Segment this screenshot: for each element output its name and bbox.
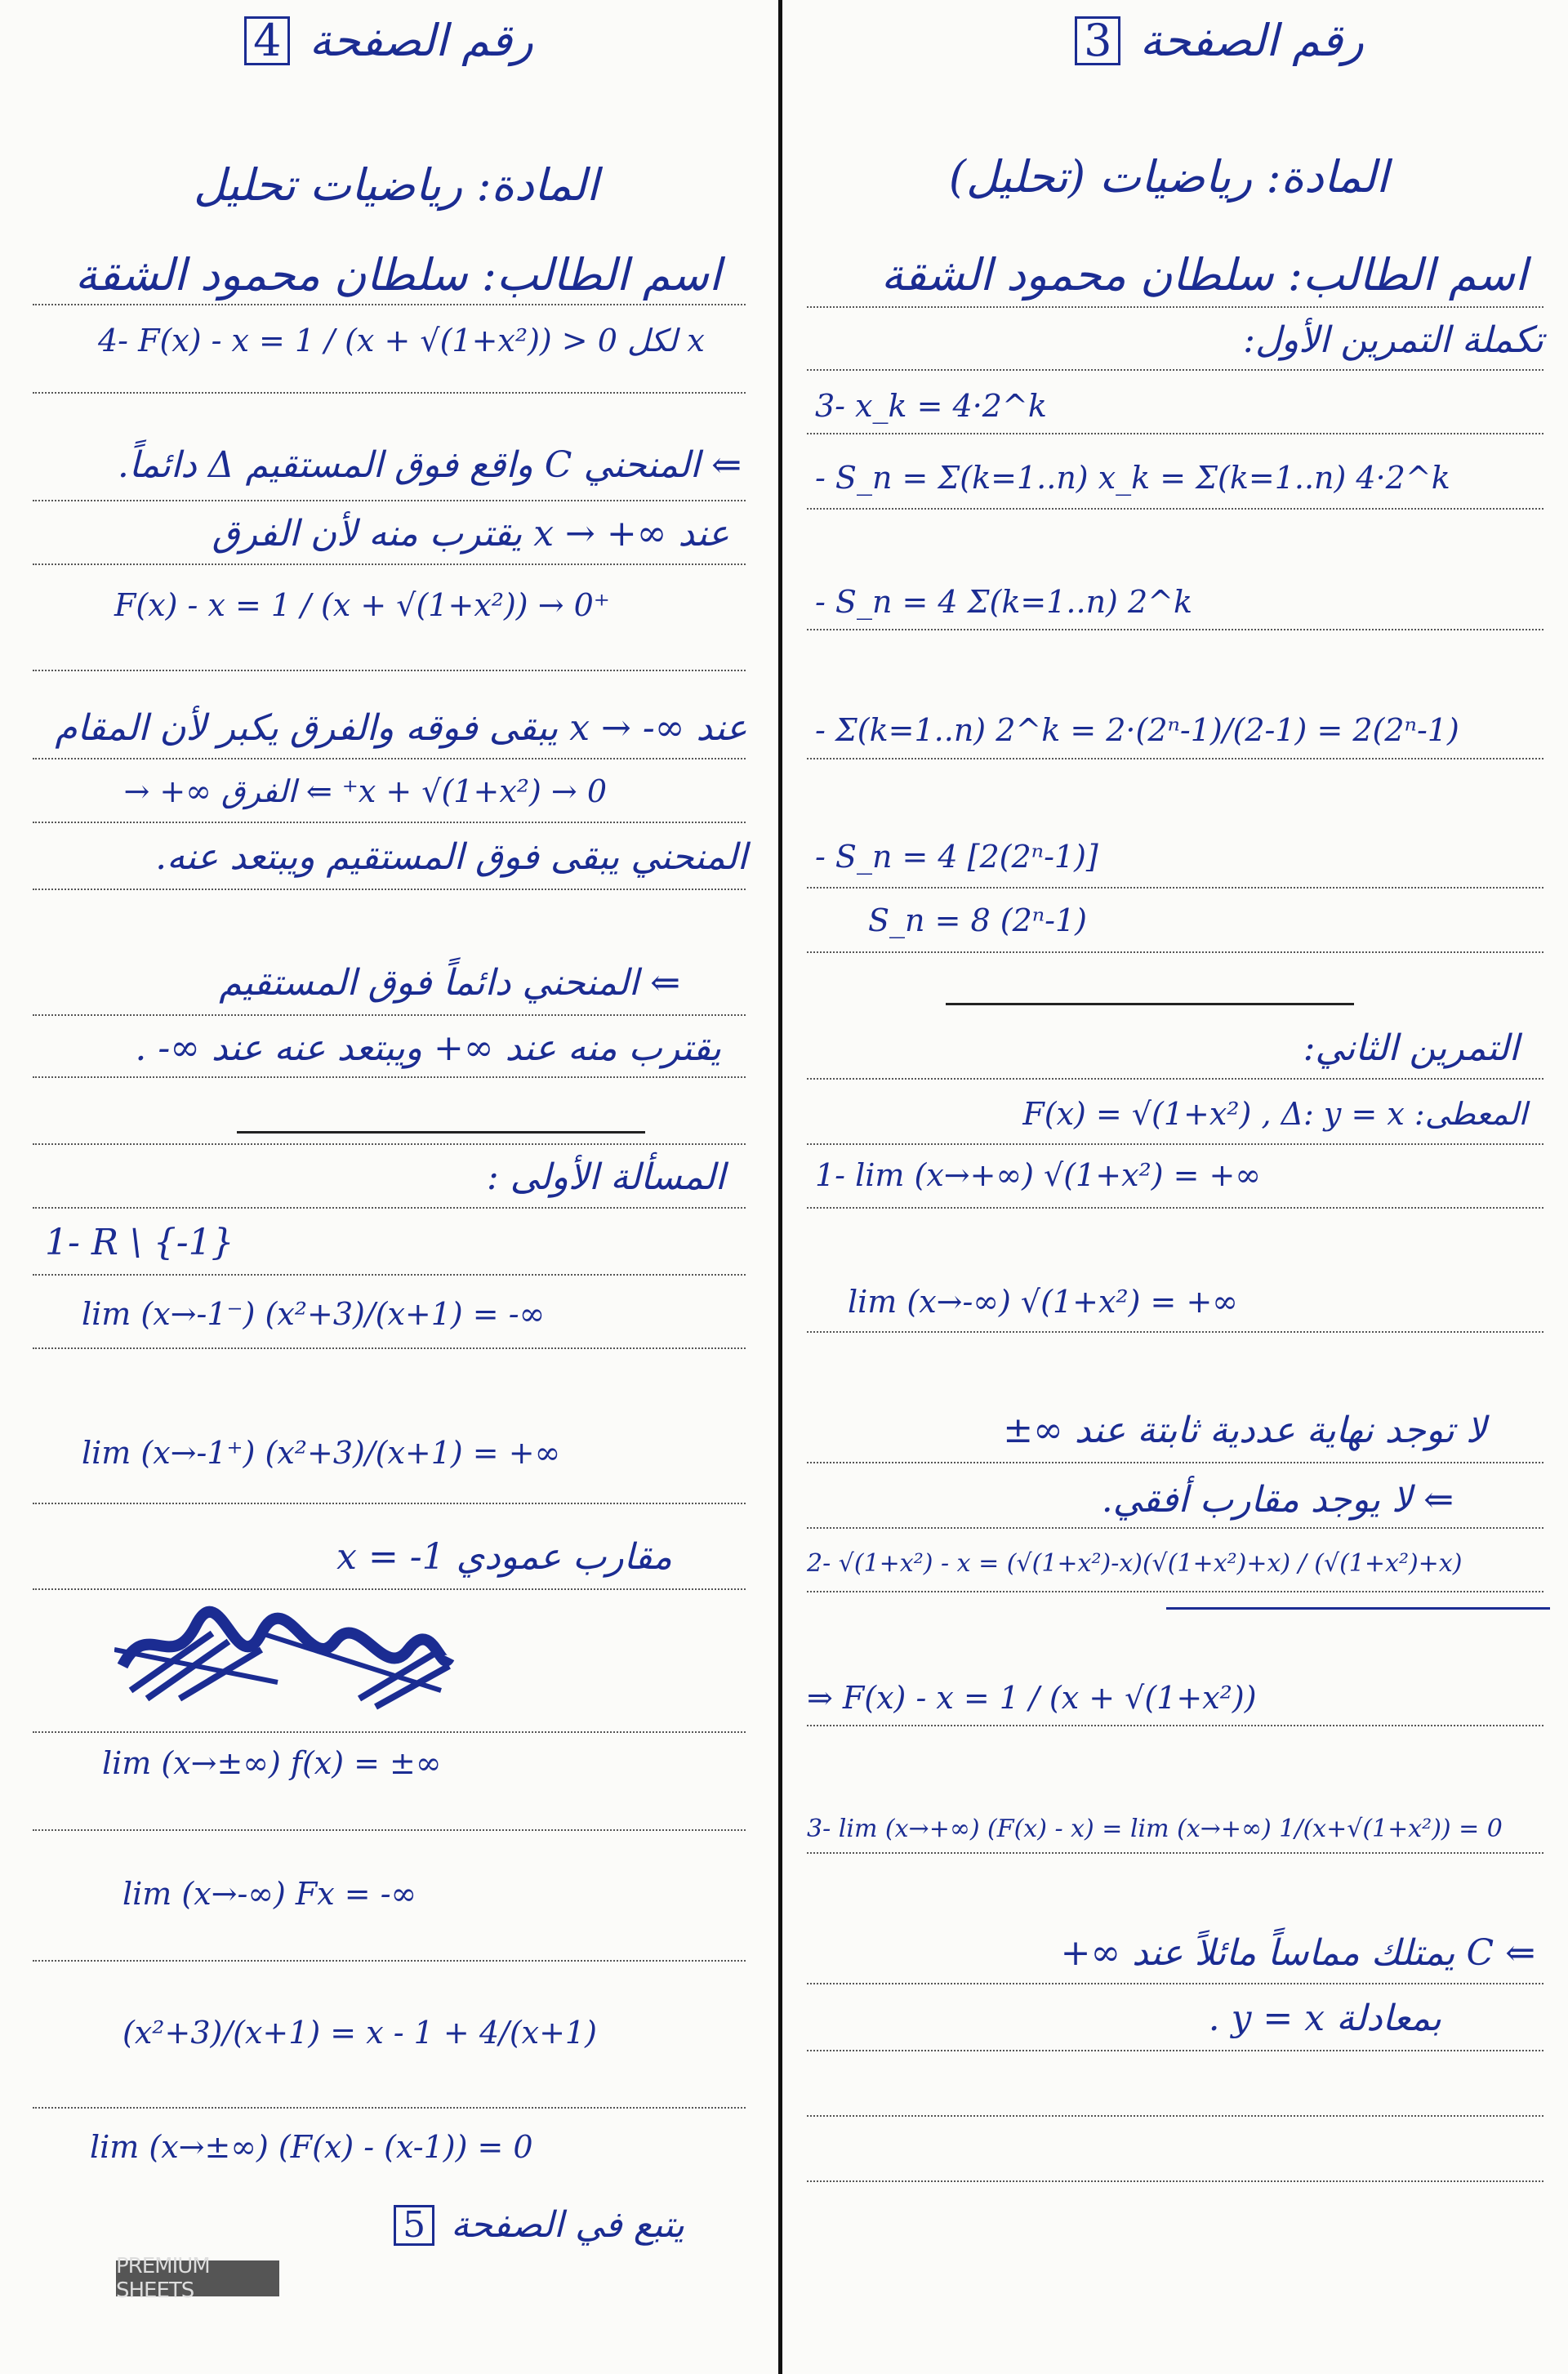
- text-line: المنحني يبقى فوق المستقيم ويبتعد عنه.: [155, 836, 747, 878]
- math-line: (x²+3)/(x+1) = x - 1 + 4/(x+1): [122, 2015, 597, 2051]
- fraction-bar: [1166, 1607, 1550, 1610]
- student-name: اسم الطالب: سلطان محمود الشقة: [74, 249, 721, 301]
- math-line: 4- F(x) - x = 1 / (x + √(1+x²)) > 0 لكل x: [98, 323, 705, 359]
- right-page: [782, 0, 1568, 2374]
- text-line: عند ∞+ → x يقترب منه لأن الفرق: [212, 513, 729, 555]
- section-separator: [237, 1131, 645, 1134]
- math-line: lim (x→±∞) (F(x) - (x-1)) = 0: [90, 2129, 533, 2165]
- subject-line: المادة: رياضيات (تحليل): [948, 151, 1388, 203]
- math-line: 1- lim (x→+∞) √(1+x²) = +∞: [815, 1157, 1262, 1193]
- ruled-line: [807, 508, 1544, 510]
- text-line: عند ∞- → x يبقى فوقه والفرق يكبر لأن المقام: [55, 707, 747, 749]
- section-heading: المسألة الأولى :: [486, 1156, 725, 1198]
- ruled-line: [807, 1207, 1544, 1209]
- ruled-line: [807, 1983, 1544, 1984]
- ruled-line: [807, 2180, 1544, 2182]
- footer-text: يتبع في الصفحة: [451, 2204, 684, 2246]
- math-line: 2- √(1+x²) - x = (√(1+x²)-x)(√(1+x²)+x) / (√(1+x²)+x): [807, 1549, 1463, 1578]
- ruled-line: [807, 1078, 1544, 1080]
- left-page: [0, 0, 778, 2374]
- text-line: بمعادلة y = x .: [1208, 1998, 1441, 2039]
- watermark-badge: PREMIUM SHEETS: [116, 2260, 279, 2296]
- ruled-line: [807, 887, 1544, 889]
- subject-line: المادة: رياضيات تحليل: [194, 159, 599, 211]
- ruled-line: [807, 1725, 1544, 1726]
- math-line: 3- lim (x→+∞) (F(x) - x) = lim (x→+∞) 1/(x+√(1+x²)) = 0: [807, 1815, 1503, 1843]
- ruled-line: [33, 500, 746, 501]
- ruled-line: [33, 1588, 746, 1590]
- ruled-line: [807, 433, 1544, 434]
- text-line: ⇐ المنحني C واقع فوق المستقيم Δ دائماً.: [117, 444, 742, 486]
- ruled-line: [807, 1527, 1544, 1529]
- math-line: S_n = 8 (2ⁿ-1): [868, 902, 1088, 938]
- ruled-line: [33, 1347, 746, 1349]
- ruled-line: [33, 889, 746, 890]
- ruled-line: [33, 670, 746, 671]
- math-line: lim (x→-∞) Fx = -∞: [122, 1876, 417, 1912]
- ruled-line: [807, 369, 1544, 371]
- math-line: - Σ(k=1..n) 2^k = 2·(2ⁿ-1)/(2-1) = 2(2ⁿ-1): [815, 712, 1459, 748]
- ruled-line: [33, 2107, 746, 2109]
- text-line: يقترب منه عند ∞+ ويبتعد عنه عند ∞- .: [135, 1027, 721, 1069]
- ruled-line: [33, 1731, 746, 1733]
- ruled-line: [807, 306, 1544, 308]
- text-line: لا توجد نهاية عددية ثابتة عند ∞±: [1003, 1410, 1486, 1451]
- ruled-line: [33, 1829, 746, 1831]
- math-line: lim (x→-1⁺) (x²+3)/(x+1) = +∞: [82, 1435, 561, 1471]
- page-header: [239, 16, 533, 65]
- ruled-line: [807, 1591, 1544, 1592]
- page-number: 4: [244, 16, 290, 65]
- ruled-line: [807, 758, 1544, 759]
- footer-note: [389, 2205, 684, 2246]
- ruled-line: [807, 1462, 1544, 1463]
- ruled-line: [33, 1960, 746, 1962]
- math-line: - S_n = 4 [2(2ⁿ-1)]: [815, 839, 1098, 875]
- section-separator: [946, 1003, 1354, 1005]
- student-name: اسم الطالب: سلطان محمود الشقة: [880, 249, 1527, 301]
- ruled-line: [33, 1503, 746, 1504]
- math-line: 3- x_k = 4·2^k: [815, 388, 1047, 424]
- text-line: ⇐ المنحني دائماً فوق المستقيم: [219, 962, 680, 1004]
- ruled-line: [807, 1331, 1544, 1333]
- math-line: F(x) - x = 1 / (x + √(1+x²)) → 0⁺: [114, 587, 610, 623]
- page-header-label: رقم الصفحة: [1139, 15, 1364, 66]
- math-line: - S_n = Σ(k=1..n) x_k = Σ(k=1..n) 4·2^k: [815, 460, 1450, 496]
- math-line: - S_n = 4 Σ(k=1..n) 2^k: [815, 584, 1192, 620]
- ruled-line: [807, 1143, 1544, 1145]
- ruled-line: [33, 304, 746, 305]
- text-line: ⇐ C يمتلك مماساً مائلاً عند ∞+: [1060, 1932, 1535, 1974]
- ruled-line: [807, 2050, 1544, 2051]
- ruled-line: [33, 822, 746, 823]
- ruled-line: [33, 1014, 746, 1016]
- crossed-out-scribble: [114, 1601, 457, 1715]
- math-line: ⇒ F(x) - x = 1 / (x + √(1+x²)): [807, 1680, 1257, 1716]
- text-line: ⇐ لا يوجد مقارب أفقي.: [1101, 1479, 1454, 1521]
- section-heading: التمرين الثاني:: [1303, 1027, 1519, 1069]
- ruled-line: [33, 758, 746, 759]
- ruled-line: [33, 1207, 746, 1209]
- ruled-line: [807, 2115, 1544, 2117]
- math-line: lim (x→-1⁻) (x²+3)/(x+1) = -∞: [82, 1296, 546, 1332]
- given-line: المعطى: F(x) = √(1+x²) , Δ: y = x: [1022, 1096, 1527, 1132]
- ruled-line: [33, 563, 746, 565]
- math-line: lim (x→±∞) f(x) = ±∞: [102, 1745, 442, 1781]
- text-line: مقارب عمودي x = -1: [336, 1536, 672, 1578]
- math-line: 1- R \ {-1}: [45, 1222, 234, 1263]
- text-line: x + √(1+x²) → 0⁺ ⇐ الفرق ∞+ →: [123, 773, 607, 809]
- ruled-line: [33, 1143, 746, 1145]
- ruled-line: [807, 629, 1544, 630]
- page-header: [1070, 16, 1364, 65]
- ruled-line: [807, 951, 1544, 953]
- continuation-heading: تكملة التمرين الأول:: [1243, 319, 1544, 361]
- math-line: lim (x→-∞) √(1+x²) = +∞: [848, 1284, 1238, 1320]
- footer-page-number: 5: [394, 2205, 434, 2246]
- ruled-line: [33, 1076, 746, 1078]
- ruled-line: [33, 392, 746, 394]
- ruled-line: [807, 1852, 1544, 1854]
- ruled-line: [33, 1274, 746, 1276]
- page-header-label: رقم الصفحة: [309, 15, 533, 66]
- page-number: 3: [1075, 16, 1120, 65]
